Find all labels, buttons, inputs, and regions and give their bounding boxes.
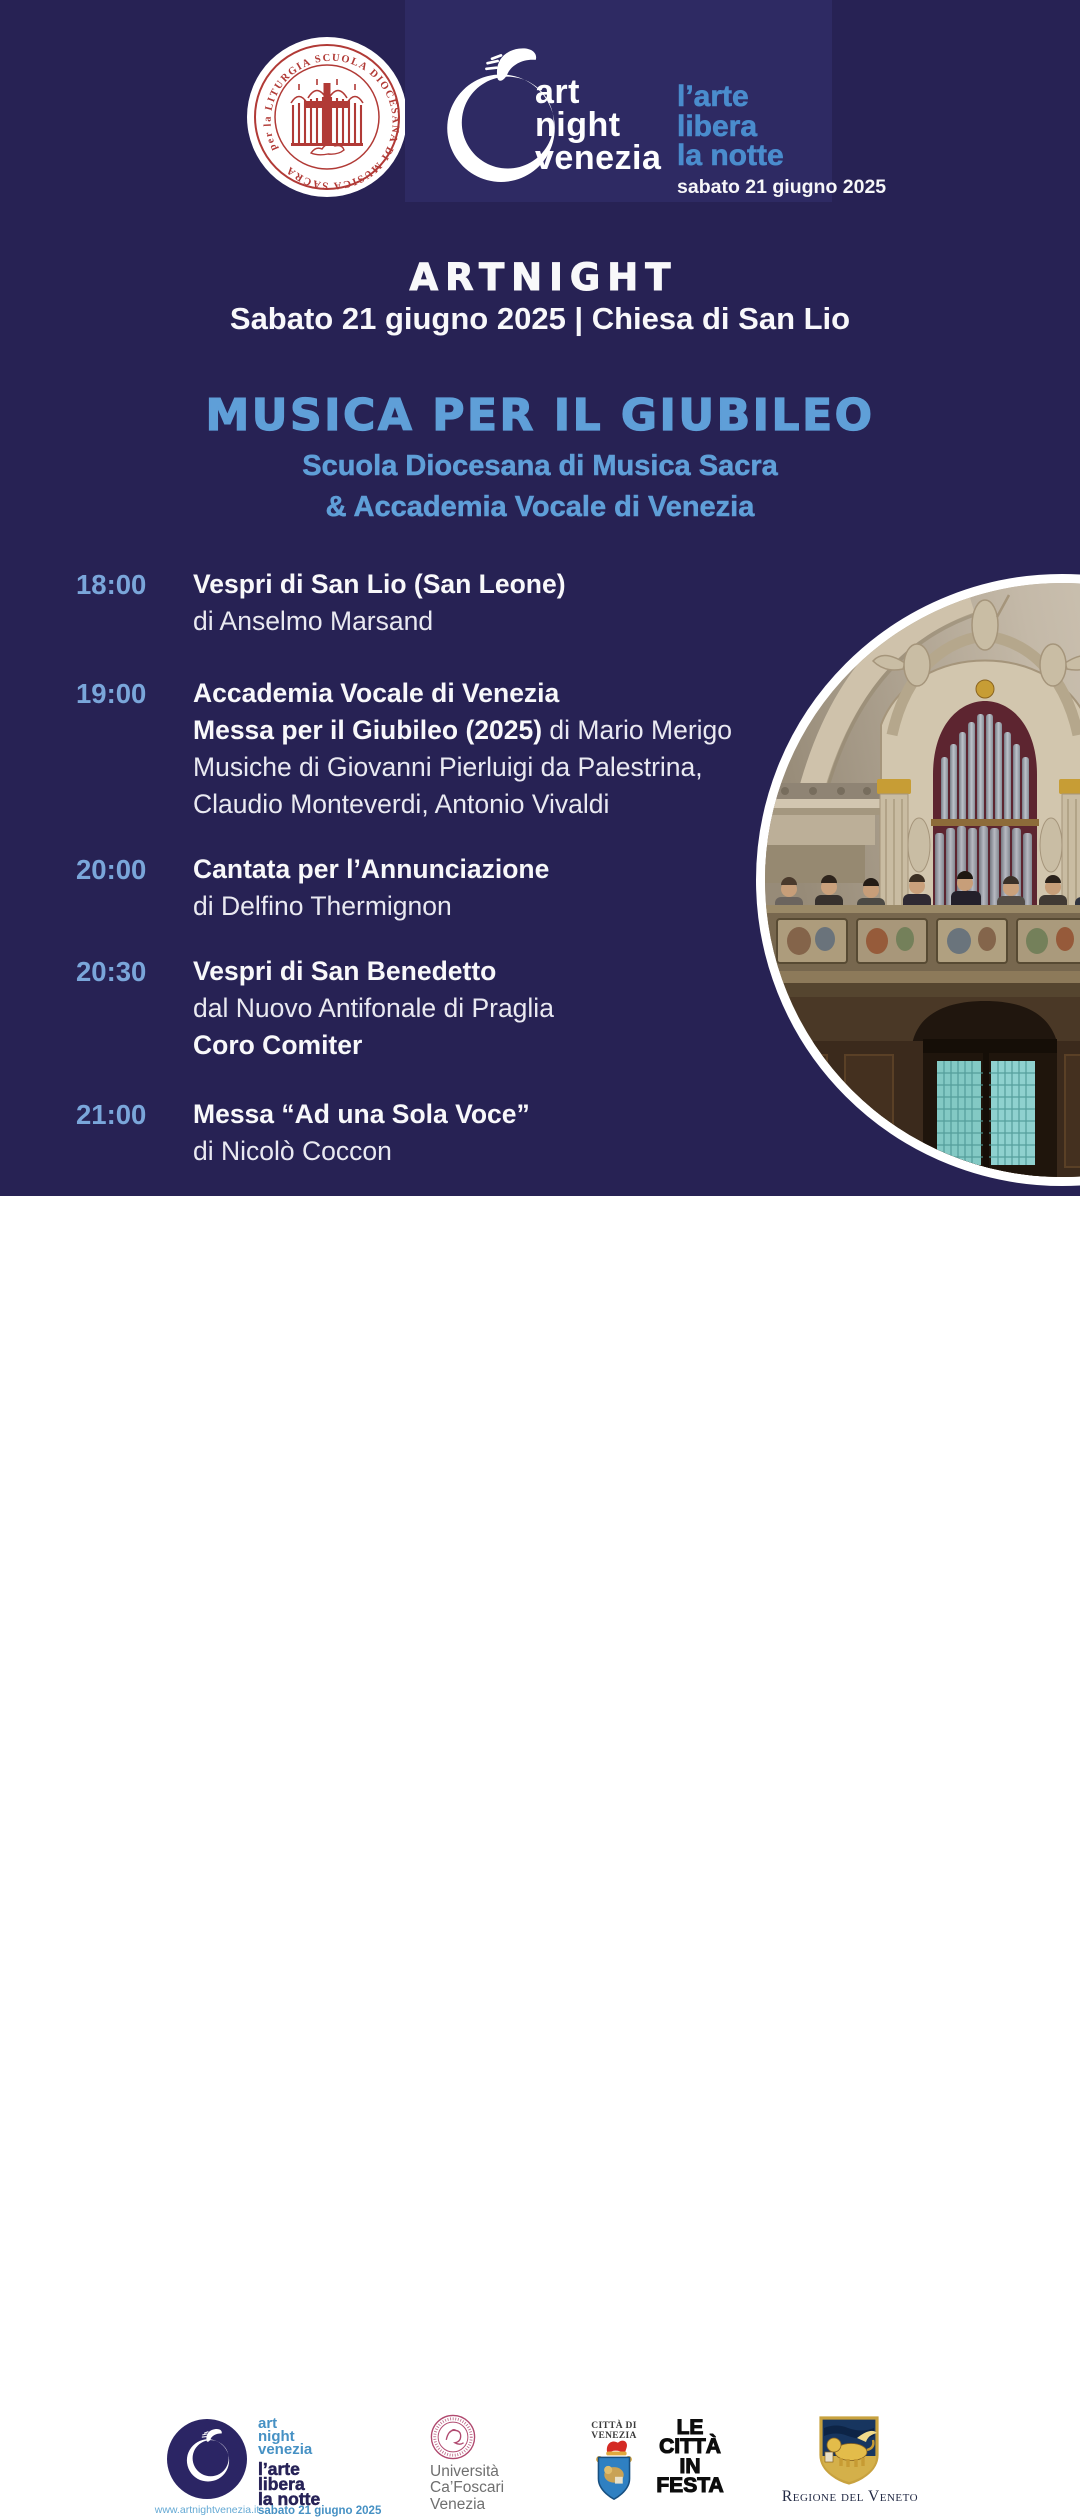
- schedule-time: 18:00: [76, 569, 147, 600]
- schedule-details: [193, 851, 793, 925]
- citta-di-venezia-shield-icon: [592, 2436, 636, 2504]
- schedule-time: 20:00: [76, 854, 147, 885]
- event-author: di Nicolò Coccon: [193, 1136, 392, 1166]
- festa-line: IN: [679, 2454, 701, 2478]
- event-date-badge: sabato 21 giugno 2025: [677, 176, 887, 198]
- artnight-logo-panel: [405, 0, 887, 202]
- event-title: Cantata per l’Annunciazione: [193, 854, 550, 884]
- cafoscari-seal-icon: [429, 2413, 477, 2461]
- schedule-details: [193, 566, 793, 640]
- cdv-line: VENEZIA: [591, 2430, 637, 2441]
- tagline-line: libera: [677, 109, 758, 143]
- artnight-footer-wordmark: [258, 2415, 313, 2458]
- artnight-tagline: [677, 82, 784, 171]
- schedule-details: [193, 953, 793, 1064]
- page-subtitle: Sabato 21 giugno 2025 | Chiesa di San Lio: [229, 301, 851, 336]
- footer-sponsor-bar: [0, 1196, 1080, 2517]
- regione-veneto-shield-icon: [817, 2414, 881, 2486]
- organ-photo: [756, 574, 1080, 1186]
- artnight-moon-icon: [186, 2426, 230, 2486]
- tagline-line: libera: [258, 2474, 305, 2495]
- event-work: Messa per il Giubileo (2025): [193, 715, 543, 745]
- wordmark-line: night: [258, 2427, 295, 2445]
- program-subtitle-1: Scuola Diocesana di Musica Sacra: [302, 450, 778, 482]
- cafoscari-line: Venezia: [430, 2495, 486, 2513]
- cafoscari-line: Ca’Foscari: [430, 2479, 505, 2497]
- event-title: Vespri di San Lio (San Leone): [193, 569, 566, 599]
- artnight-word-line: venezia: [535, 139, 662, 177]
- festa-line: CITTÀ: [659, 2435, 721, 2459]
- tagline-line: l’arte: [258, 2459, 300, 2479]
- program-title: MUSICA PER IL GIUBILEO: [205, 390, 875, 441]
- cdv-line: CITTÀ DI: [591, 2421, 637, 2431]
- wordmark-line: venezia: [258, 2440, 313, 2458]
- festa-line: LE: [676, 2416, 704, 2439]
- event-ensemble: Coro Comiter: [193, 1030, 363, 1060]
- tagline-line: l’arte: [677, 80, 749, 113]
- event-line: [193, 712, 793, 749]
- artnight-word-line: art: [535, 73, 580, 111]
- event-line: dal Nuovo Antifonale di Praglia: [193, 993, 554, 1023]
- regione-veneto-label: Regione del Veneto: [781, 2488, 919, 2505]
- le-citta-in-festa-logo: [648, 2418, 732, 2495]
- cafoscari-label: [430, 2464, 504, 2513]
- tagline-line: la notte: [677, 139, 784, 172]
- event-author: di Mario Merigo: [542, 715, 733, 745]
- artnight-footer-date: sabato 21 giugno 2025: [258, 2505, 382, 2517]
- event-author: di Anselmo Marsand: [193, 606, 434, 636]
- poster: [0, 0, 1080, 1196]
- schedule-time: 21:00: [76, 1099, 147, 1130]
- event-title: Vespri di San Benedetto: [193, 956, 497, 986]
- page-title: ARTNIGHT: [409, 256, 678, 299]
- event-title: Accademia Vocale di Venezia: [193, 678, 560, 708]
- cafoscari-line: Università: [430, 2463, 499, 2480]
- event-line: Musiche di Giovanni Pierluigi da Palestrina,: [193, 752, 703, 782]
- program-subtitle-2: & Accademia Vocale di Venezia: [325, 491, 755, 523]
- schedule-details: [193, 1096, 793, 1170]
- festa-line: FESTA: [656, 2473, 724, 2497]
- organ-photo-illustration: [765, 583, 1080, 1177]
- artnight-wordmark: [535, 73, 662, 177]
- event-title: Messa “Ad una Sola Voce”: [193, 1099, 530, 1129]
- event-line: Claudio Monteverdi, Antonio Vivaldi: [193, 789, 610, 819]
- wordmark-line: art: [258, 2415, 278, 2432]
- artnight-word-line: night: [535, 106, 621, 144]
- schedule-time: 19:00: [76, 678, 147, 709]
- artnight-website-url: www.artnightvenezia.it: [154, 2504, 260, 2516]
- seal-ring-text: per la LITURGIA SCUOLA DIOCESANA DI MUSICA SACRA: [262, 52, 401, 191]
- scuola-diocesana-seal-icon: [247, 37, 407, 197]
- tagline-line: la notte: [258, 2489, 321, 2510]
- schedule-time: 20:30: [76, 956, 147, 987]
- artnight-footer-logo: [167, 2419, 247, 2499]
- artnight-footer-tagline: [258, 2459, 321, 2510]
- schedule-details: [193, 675, 793, 823]
- event-author: di Delfino Thermignon: [193, 891, 452, 921]
